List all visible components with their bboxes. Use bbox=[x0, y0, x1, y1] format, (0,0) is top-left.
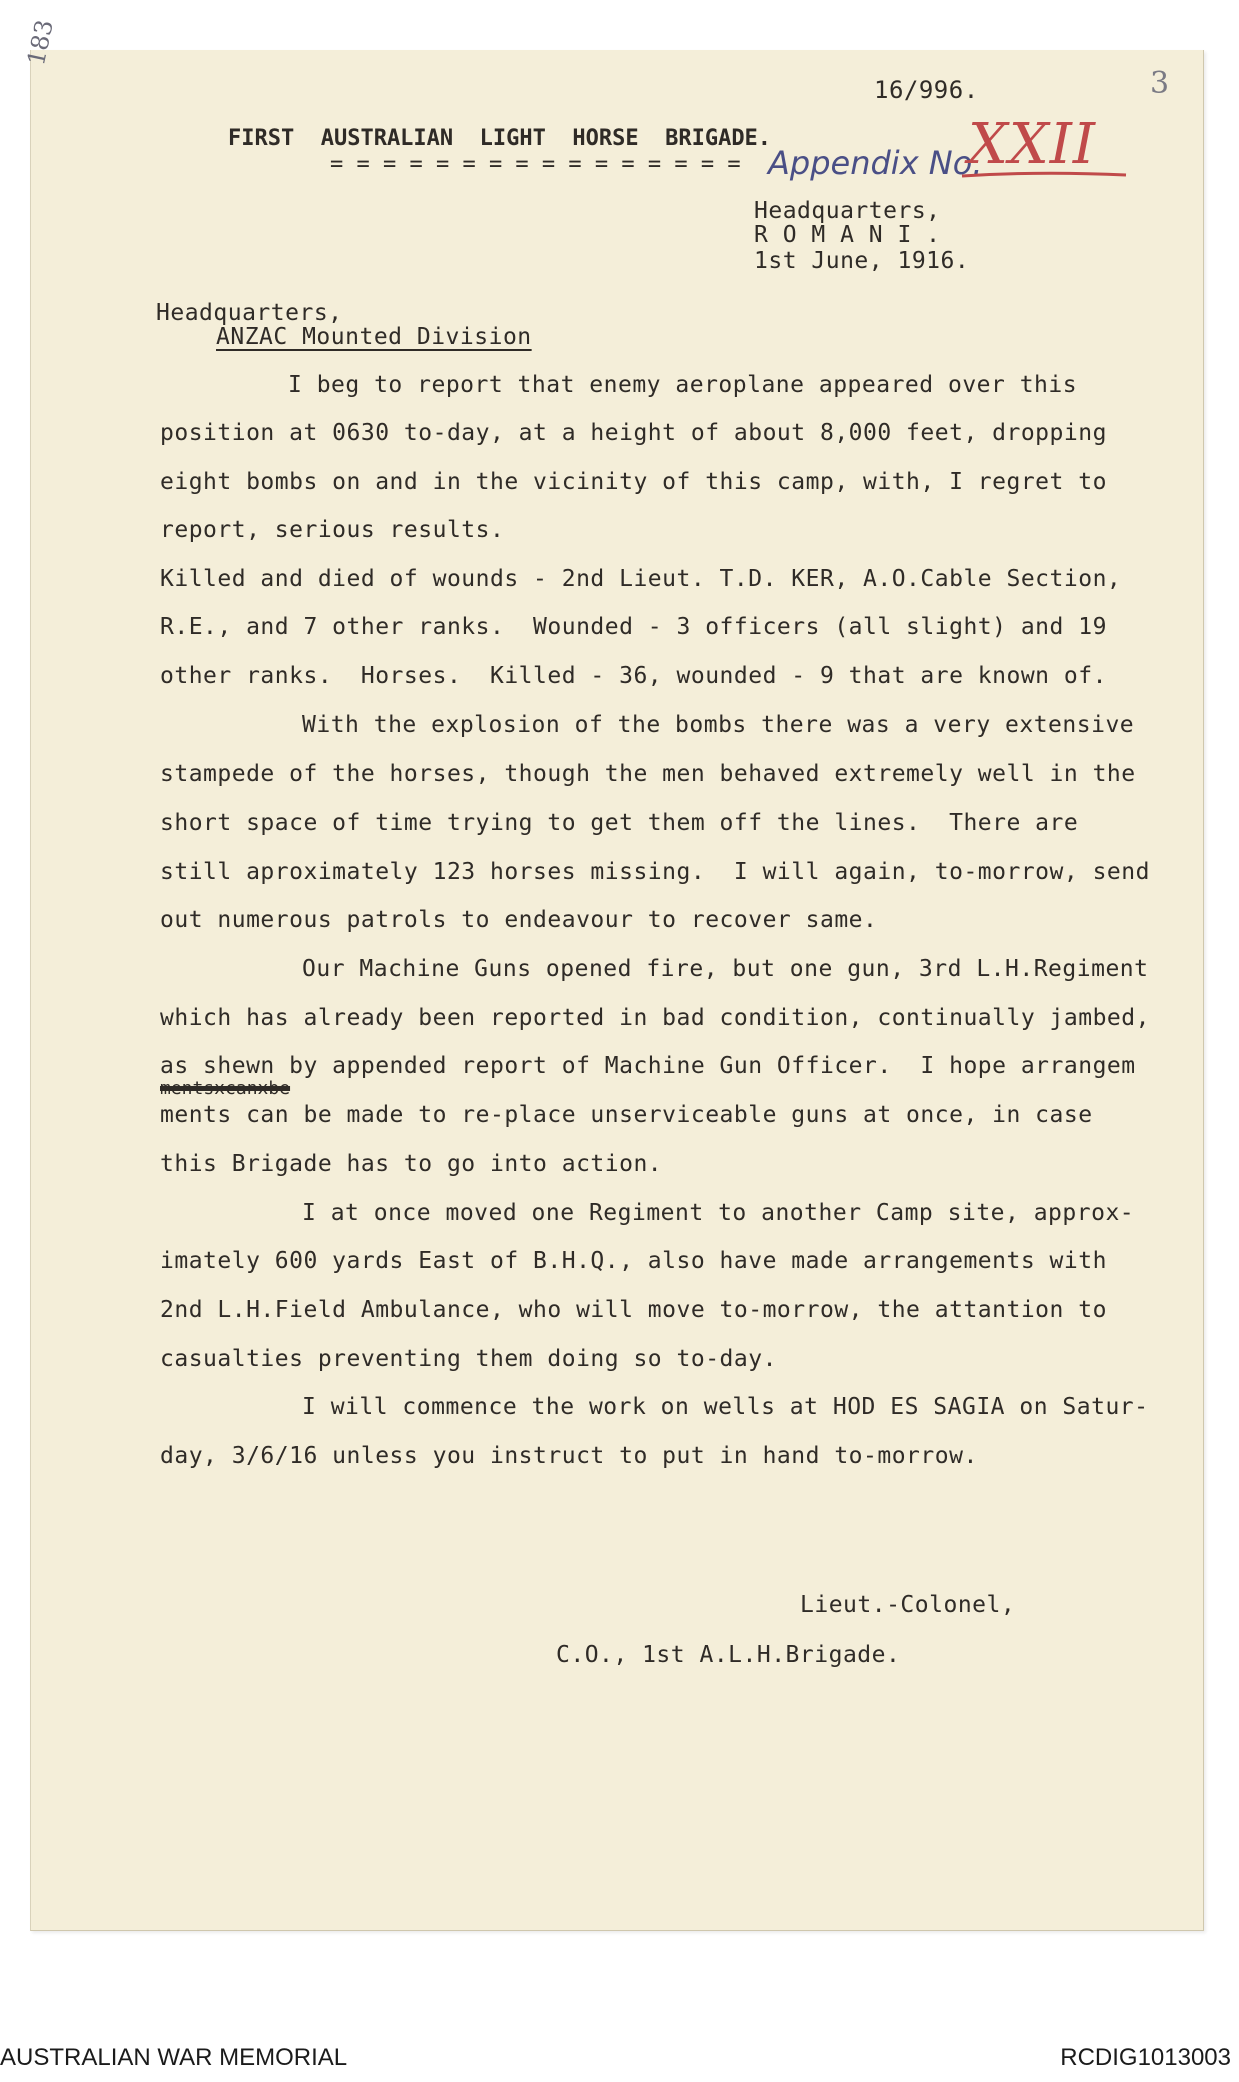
body-line: out numerous patrols to endeavour to recover same. bbox=[160, 907, 878, 933]
body-line: casualties preventing them doing so to-day. bbox=[160, 1346, 777, 1372]
body-line: eight bombs on and in the vicinity of this camp, with, I regret to bbox=[160, 469, 1107, 495]
red-underline-mark bbox=[960, 170, 1130, 182]
body-line: 2nd L.H.Field Ambulance, who will move to-morrow, the attantion to bbox=[160, 1297, 1107, 1323]
corner-folio-note: 183 bbox=[22, 17, 59, 68]
appendix-number: XXII bbox=[968, 112, 1096, 177]
body-line: this Brigade has to go into action. bbox=[160, 1151, 663, 1177]
sender-location: R O M A N I . bbox=[754, 222, 941, 248]
sender-hq: Headquarters, bbox=[754, 198, 941, 224]
body-line: I beg to report that enemy aeroplane appeared over this bbox=[288, 372, 1078, 398]
body-line: I at once moved one Regiment to another Camp site, approx- bbox=[302, 1200, 1135, 1226]
body-line: Our Machine Guns opened fire, but one gun, 3rd L.H.Regiment bbox=[302, 956, 1149, 982]
body-line: as shewn by appended report of Machine Gun Officer. I hope arrangem bbox=[160, 1053, 1136, 1079]
struck-out-text: mentsxcanxbe bbox=[160, 1078, 291, 1099]
body-line: R.E., and 7 other ranks. Wounded - 3 officers (all slight) and 19 bbox=[160, 614, 1107, 640]
letterhead-title: FIRST AUSTRALIAN LIGHT HORSE BRIGADE. bbox=[228, 126, 772, 151]
body-line: stampede of the horses, though the men behaved extremely well in the bbox=[160, 761, 1136, 787]
body-line: With the explosion of the bombs there was a very extensive bbox=[302, 712, 1135, 738]
file-reference: 16/996. bbox=[874, 76, 979, 104]
letter-date: 1st June, 1916. bbox=[754, 248, 970, 274]
body-line: which has already been reported in bad condition, continually jambed, bbox=[160, 1005, 1150, 1031]
body-line: position at 0630 to-day, at a height of about 8,000 feet, dropping bbox=[160, 420, 1107, 446]
archive-credit: AUSTRALIAN WAR MEMORIAL bbox=[0, 2044, 348, 2071]
body-line: day, 3/6/16 unless you instruct to put in hand to-morrow. bbox=[160, 1443, 978, 1469]
addressee-hq: Headquarters, bbox=[156, 300, 343, 326]
archive-id: RCDIG1013003 bbox=[1060, 2044, 1231, 2071]
body-line: imately 600 yards East of B.H.Q., also have made arrangements with bbox=[160, 1248, 1107, 1274]
signatory-rank: Lieut.-Colonel, bbox=[800, 1592, 1016, 1618]
body-line: I will commence the work on wells at HOD ES SAGIA on Satur- bbox=[302, 1394, 1149, 1420]
body-line: report, serious results. bbox=[160, 517, 505, 543]
page-number: 3 bbox=[1150, 66, 1170, 101]
body-line: short space of time trying to get them off the lines. There are bbox=[160, 810, 1079, 836]
appendix-label: Appendix No. bbox=[768, 144, 983, 182]
body-line: Killed and died of wounds - 2nd Lieut. T.D. KER, A.O.Cable Section, bbox=[160, 566, 1122, 592]
body-line: still aproximately 123 horses missing. I will again, to-morrow, send bbox=[160, 859, 1150, 885]
body-line: ments can be made to re-place unserviceable guns at once, in case bbox=[160, 1102, 1093, 1128]
letterhead-rule: = = = = = = = = = = = = = = = = bbox=[330, 152, 741, 177]
signatory-position: C.O., 1st A.L.H.Brigade. bbox=[556, 1642, 901, 1668]
body-line: other ranks. Horses. Killed - 36, wounded - 9 that are known of. bbox=[160, 663, 1107, 689]
addressee-division: ANZAC Mounted Division bbox=[216, 324, 532, 350]
